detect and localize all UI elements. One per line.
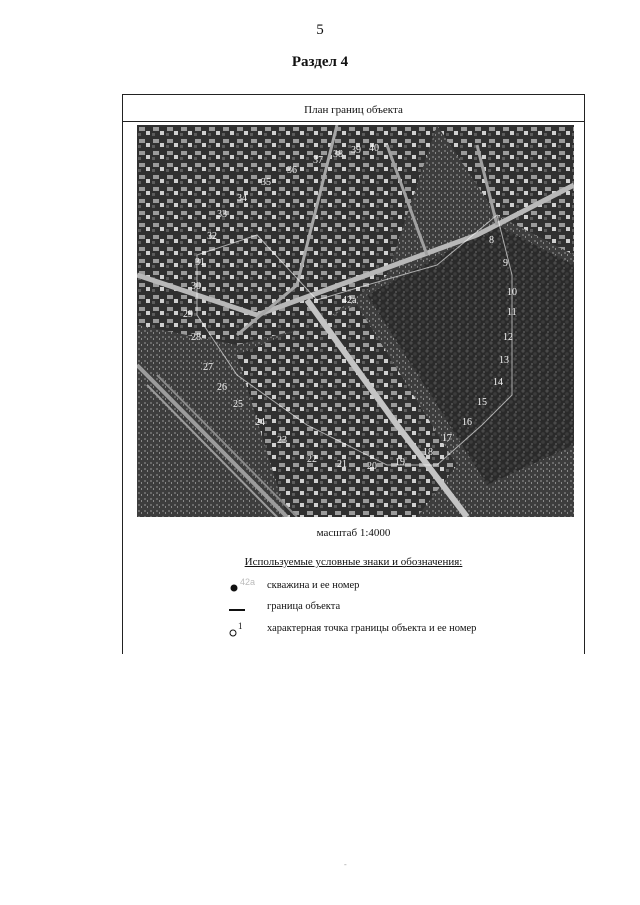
map-label: 37 (313, 155, 323, 166)
map-label: 25 (233, 399, 243, 410)
map-label: 21 (337, 459, 347, 470)
map-label: 12 (503, 332, 513, 343)
map-label: 23 (277, 435, 287, 446)
map-label: 31 (195, 257, 205, 268)
page-number: 5 (316, 22, 324, 38)
map-label: 20 (367, 461, 377, 472)
map-label: 27 (203, 362, 213, 373)
map-label: 30 (191, 281, 201, 292)
aerial-map-icon (137, 125, 574, 517)
legend-text: скважина и ее номер (267, 580, 360, 591)
boundary-line-icon (223, 599, 263, 617)
map-label: 24 (255, 417, 265, 428)
map-label: 9 (503, 258, 508, 269)
map-label: 29 (183, 309, 193, 320)
map-label: 36 (287, 165, 297, 176)
legend-text: характерная точка границы объекта и ее номер (267, 623, 477, 634)
map-scale: масштаб 1:4000 (316, 527, 391, 539)
boundary-point-icon (223, 621, 263, 639)
plan-title: План границ объекта (123, 95, 584, 122)
map-label: 34 (237, 193, 247, 204)
map-label: 33 (217, 209, 227, 220)
legend-text: граница объекта (267, 601, 341, 612)
map-label: 10 (507, 287, 517, 298)
map-label: 40 (369, 143, 379, 154)
map-label: 26 (217, 382, 227, 393)
map-label: 38 (333, 149, 343, 160)
map-label: 19 (395, 457, 405, 468)
map-label: 17 (442, 433, 452, 444)
map-label: 14 (493, 377, 503, 388)
map-label: 18 (423, 447, 433, 458)
footer-mark: - (344, 860, 347, 869)
aerial-map (137, 125, 574, 517)
map-label: 22 (307, 454, 317, 465)
map-label: 35 (261, 177, 271, 188)
map-label: 42a (342, 295, 357, 306)
map-label: 8 (489, 235, 494, 246)
plan-frame (122, 94, 585, 654)
svg-text:42a: 42a (240, 578, 256, 587)
section-title: Раздел 4 (291, 54, 349, 70)
map-label: 16 (462, 417, 472, 428)
legend-title: Используемые условные знаки и обозначения: (244, 556, 463, 568)
svg-text:1: 1 (238, 621, 243, 631)
map-label: 11 (507, 307, 517, 318)
map-label: 32 (207, 231, 217, 242)
map-label: 39 (351, 145, 361, 156)
map-label: 28 (191, 332, 201, 343)
map-label: 15 (477, 397, 487, 408)
map-label: 13 (499, 355, 509, 366)
well-dot-icon (223, 578, 263, 596)
